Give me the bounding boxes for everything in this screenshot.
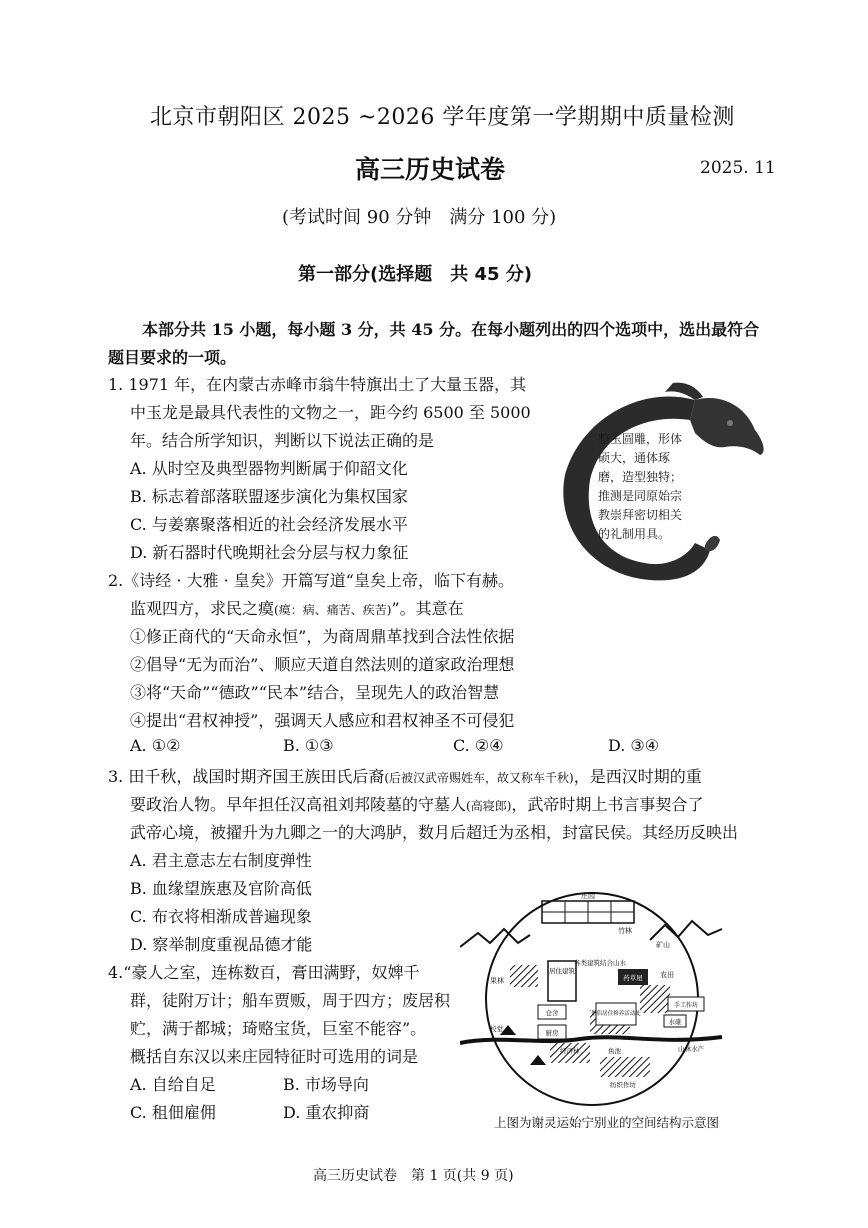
q3-stem-end: ，是西汉时期的重 [573,767,702,786]
orchard-field [510,965,538,987]
q2-stem-note: (瘼：病、痛苦、疾苦) [274,603,392,617]
map-label-herb: 药草屋 [623,974,643,982]
q2-stem-end: ”。其意在 [391,599,464,618]
q1-option-b[interactable]: B. 标志着部落联盟逐步演化为集权国家 [130,487,408,506]
q3-option-a[interactable]: A. 君主意志左右制度弹性 [130,851,312,870]
map-label-mountain: 矿山 [656,941,670,949]
map-label-kitchen: 厨房 [545,1029,559,1037]
exam-subtitle: 高三历史试卷 [355,155,506,184]
map-label-residence: 居住建筑 [549,967,575,975]
q3-stem-text-2: 要政治人物。早年担任汉高祖刘邦陵墓的守墓人 [130,795,467,814]
map-caption: 上图为谢灵运始宁别业的空间结构示意图 [494,1115,720,1130]
estate-map [460,885,725,1117]
q1-stem-line-1: 1. 1971 年，在内蒙古赤峰市翁牛特旗出土了大量玉器，其 [108,375,527,394]
q2-stem-text: 监观四方，求民之瘼 [130,599,275,618]
q3-stem-text: 3. 田千秋，战国时期齐国王族田氏后裔 [108,767,385,786]
q2-stem-line-2 [130,596,464,619]
q4-option-b[interactable]: B. 市场导向 [283,1075,369,1094]
q2-option-d[interactable]: D. ③④ [608,736,660,755]
map-label-economic: 经济林 [560,1047,580,1055]
q3-stem-end-2: ，武帝时期上书言事契合了 [511,795,704,814]
map-label-forest: 竹林 [618,927,632,935]
q3-option-d[interactable]: D. 察举制度重视品德才能 [130,935,313,954]
exam-timing: (考试时间 90 分钟 满分 100 分) [282,207,557,228]
q3-option-b[interactable]: B. 血缘望族惠及官阶高低 [130,879,312,898]
q2-option-a[interactable]: A. ①② [130,736,181,755]
q3-stem-line-3: 武帝心境，被擢升为九卿之一的大鸿胪，数月后超迁为丞相，封富民侯。其经历反映出 [130,823,739,842]
map-label-craft: 手工作坊 [673,1002,699,1009]
map-label-worship: 僧侣居住修养活动处 [591,1011,641,1017]
q3-option-c[interactable]: C. 布衣将相渐成普遍现象 [130,907,312,926]
q4-stem-line-4: 概括自东汉以来庄园特征时可选用的词是 [130,1047,419,1066]
q3-stem-note: (后被汉武帝赐姓车，故又称车千秋) [384,771,574,785]
q3-stem-line-1 [108,764,702,787]
q3-stem-note-2: (高寝郎) [466,799,512,813]
q1-option-d[interactable]: D. 新石器时代晚期社会分层与权力象征 [130,543,409,562]
q4-option-a[interactable]: A. 自给自足 [130,1075,216,1094]
map-label-top: 庄园 [581,892,595,900]
map-label-water: 水碓 [668,1018,682,1026]
q2-item-2: ②倡导“无为而治”、顺应天道自然法则的道家政治理想 [130,655,515,674]
q4-option-d[interactable]: D. 重农抑商 [283,1103,370,1122]
fish-pond [600,1057,650,1077]
q2-item-4: ④提出“君权神授”，强调天人感应和君权神圣不可侵犯 [130,711,515,730]
map-label-garden: 各类建筑结合山水 [574,959,626,967]
q2-item-3: ③将“天命”“德政”“民本”结合，呈现先人的政治智慧 [130,683,500,702]
exam-title: 北京市朝阳区 2025 ~2026 学年度第一学期期中质量检测 [150,105,735,130]
q1-option-a[interactable]: A. 从时空及典型器物判断属于仰韶文化 [130,459,408,478]
section-intro: 本部分共 15 小题，每小题 3 分，共 45 分。在每小题列出的四个选项中，选出最符合题目要求的一项。 [108,320,760,367]
map-label-fish: 鱼池 [608,1047,621,1055]
map-label-school: 校堂 [490,1025,503,1033]
q2-option-c[interactable]: C. ②④ [453,736,504,755]
q2-stem-line-1: 2.《诗经 · 大雅 · 皇矣》开篇写道“皇矣上帝，临下有赫。 [108,571,514,590]
q4-stem-line-2: 群，徒附万计；船车贾贩，周于四方；废居积 [130,991,451,1010]
q4-stem-line-3: 贮，满于都城；琦赂宝货，巨室不能容”。 [130,1019,427,1038]
q3-stem-line-2 [130,792,703,815]
q1-option-c[interactable]: C. 与姜寨聚落相近的社会经济发展水平 [130,515,408,534]
exam-date: 2025. 11 [700,158,776,178]
farm-field [640,985,670,1013]
map-label-field: 农田 [660,971,674,979]
map-label-warehouse: 仓舍 [545,1009,559,1017]
q4-stem-line-1: 4.“豪人之室，连栋数百，膏田满野，奴婢千 [108,963,420,982]
map-label-orchard: 果林 [490,977,504,985]
page-footer: 高三历史试卷 第 1 页(共 9 页) [313,1168,514,1184]
map-label-weaving: 纺织作坊 [610,1081,636,1089]
q1-stem-line-2: 中玉龙是最具代表性的文物之一，距今约 6500 至 5000 [130,403,531,422]
q1-stem-line-3: 年。结合所学知识，判断以下说法正确的是 [130,431,435,450]
section-heading: 第一部分(选择题 共 45 分) [298,264,533,285]
q4-option-c[interactable]: C. 租佃雇佣 [130,1103,216,1122]
jade-dragon-description: 整玉圆雕，形体硕大，通体琢磨，造型独特；推测是同原始宗教崇拜密切相关的礼制用具。 [598,432,683,541]
q2-option-b[interactable]: B. ①③ [283,736,334,755]
map-label-aquatic: 山林水产 [678,1045,704,1053]
q2-item-1: ①修正商代的“天命永恒”，为商周鼎革找到合法性依据 [130,627,515,646]
